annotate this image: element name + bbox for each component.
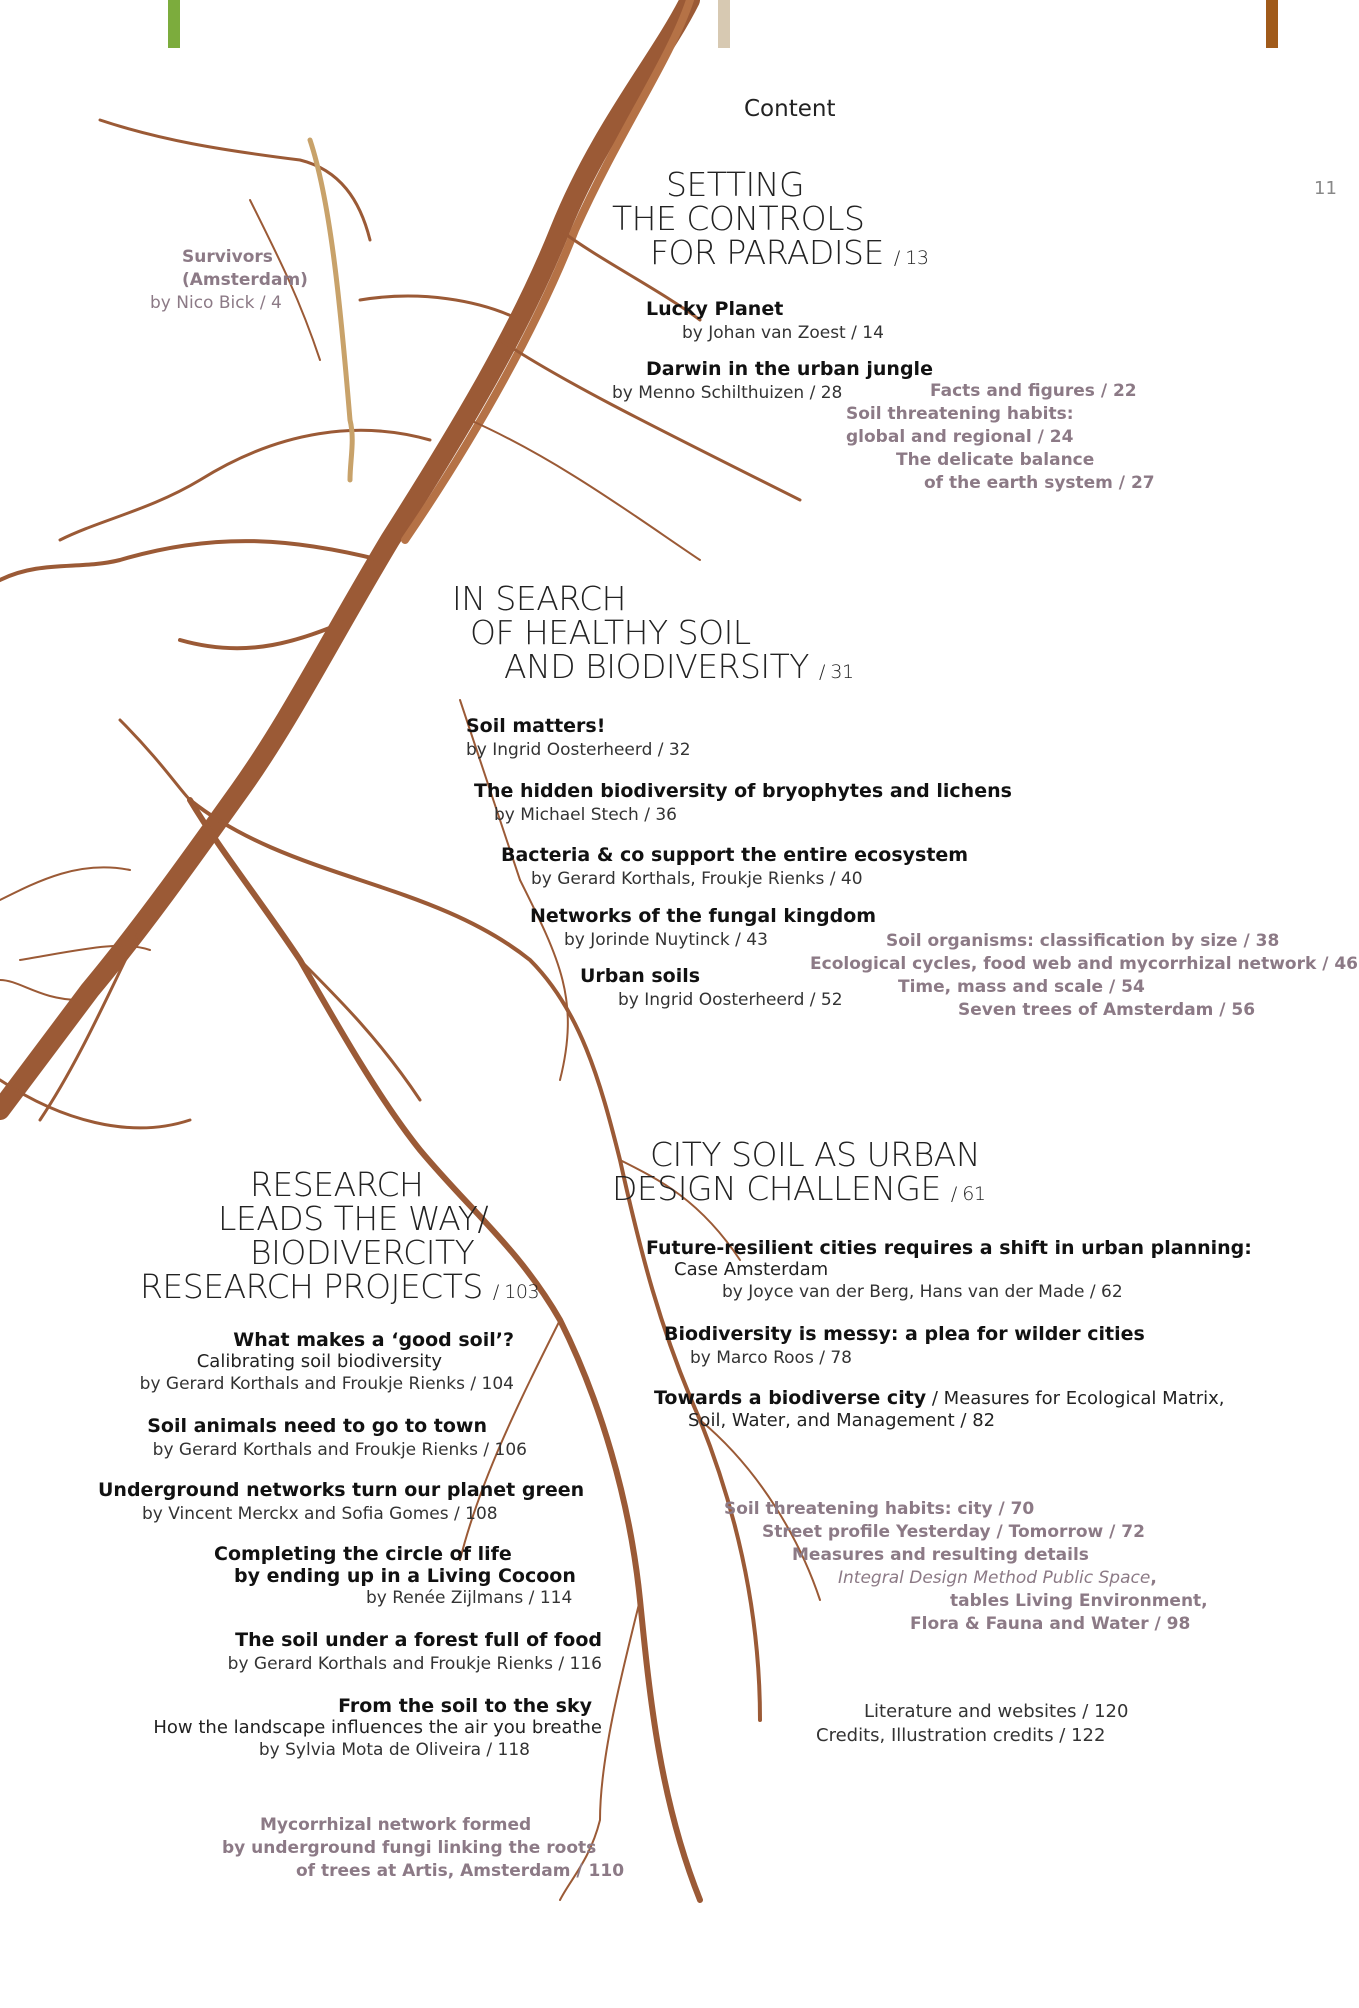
contents-title: Content xyxy=(744,96,836,122)
entry-title: Networks of the fungal kingdom xyxy=(530,905,877,927)
note-line: (Amsterdam) xyxy=(182,270,308,290)
heading-line: FOR PARADISE xyxy=(650,233,884,272)
toc-entry-future-resilient[interactable] xyxy=(646,1236,1252,1304)
section-heading-city-soil xyxy=(612,1135,986,1211)
heading-page: / 13 xyxy=(893,247,929,269)
entry-byline: by Marco Roos / 78 xyxy=(690,1348,852,1368)
entry-byline: by Menno Schilthuizen / 28 xyxy=(612,383,843,403)
entry-subtitle: / Measures for Ecological Matrix, xyxy=(926,1388,1225,1409)
note-line[interactable]: Ecological cycles, food web and mycorrhizal network / 46 xyxy=(810,954,1358,974)
entry-byline: by Gerard Korthals and Froukje Rienks / 106 xyxy=(152,1440,527,1460)
toc-entry-lucky-planet[interactable] xyxy=(646,297,884,345)
end-matter xyxy=(816,1700,1128,1748)
heading-line: AND BIODIVERSITY xyxy=(504,647,809,686)
entry-subtitle: Calibrating soil biodiversity xyxy=(196,1351,442,1372)
entry-byline: by Vincent Merckx and Sofia Gomes / 108 xyxy=(142,1504,498,1524)
toc-entry-urban-soils[interactable] xyxy=(580,964,843,1012)
toc-entry-bacteria[interactable] xyxy=(501,843,968,891)
toc-entry-biodiverse-city[interactable] xyxy=(654,1386,1225,1431)
toc-entry-underground-networks[interactable] xyxy=(98,1478,584,1526)
note-line[interactable]: Soil organisms: classification by size / 38 xyxy=(886,931,1280,951)
toc-entry-soil-matters[interactable] xyxy=(466,714,691,762)
entry-byline: by Ingrid Oosterheerd / 52 xyxy=(618,990,843,1010)
entry-title: Urban soils xyxy=(580,965,701,987)
note-facts[interactable]: Facts and figures / 22 xyxy=(930,381,1137,401)
entry-byline: by Ingrid Oosterheerd / 32 xyxy=(466,740,691,760)
entry-byline: by Johan van Zoest / 14 xyxy=(682,323,884,343)
entry-subtitle: How the landscape influences the air you breathe xyxy=(153,1717,602,1738)
entry-title: Darwin in the urban jungle xyxy=(646,358,933,380)
note-line[interactable]: Street profile Yesterday / Tomorrow / 72 xyxy=(762,1522,1145,1542)
section-heading-healthy-soil xyxy=(452,579,854,689)
toc-entry-forest-food[interactable] xyxy=(228,1628,602,1676)
heading-page: / 31 xyxy=(818,661,854,683)
entry-subtitle: Soil, Water, and Management / 82 xyxy=(688,1410,996,1431)
entry-title: The soil under a forest full of food xyxy=(235,1629,602,1651)
entry-byline: by Jorinde Nuytinck / 43 xyxy=(564,930,768,950)
heading-line: IN SEARCH xyxy=(452,579,626,618)
side-note-mycorrhizal[interactable] xyxy=(222,1814,624,1883)
note-line[interactable]: Flora & Fauna and Water / 98 xyxy=(910,1614,1191,1634)
note-line[interactable]: Measures and resulting details xyxy=(792,1545,1089,1565)
note-line: Mycorrhizal network formed xyxy=(260,1815,532,1835)
entry-title: Biodiversity is messy: a plea for wilder cities xyxy=(664,1323,1145,1345)
entry-title: Underground networks turn our planet green xyxy=(98,1479,585,1501)
entry-title: Towards a biodiverse city xyxy=(654,1387,927,1409)
note-line: , xyxy=(1150,1568,1157,1588)
toc-entry-bryophytes[interactable] xyxy=(474,779,1012,827)
entry-subtitle: Case Amsterdam xyxy=(674,1259,829,1280)
side-notes-soil-organisms xyxy=(810,930,1358,1022)
note-line: by underground fungi linking the roots xyxy=(222,1838,597,1858)
page-number: 11 xyxy=(1314,178,1337,199)
note-line: of trees at Artis, Amsterdam / 110 xyxy=(296,1861,625,1881)
section-heading-research xyxy=(140,1165,540,1309)
toc-entry-biodiversity-messy[interactable] xyxy=(664,1322,1145,1370)
heading-line: BIODIVERCITY xyxy=(250,1233,475,1272)
note-line[interactable]: tables Living Environment, xyxy=(950,1591,1208,1611)
entry-byline: by Joyce van der Berg, Hans van der Made / 62 xyxy=(722,1282,1123,1302)
section-heading-setting-controls xyxy=(612,165,929,275)
heading-line: DESIGN CHALLENGE xyxy=(612,1169,941,1208)
note-line[interactable]: Soil threatening habits: city / 70 xyxy=(724,1499,1035,1519)
note-line[interactable]: global and regional / 24 xyxy=(846,427,1074,447)
heading-line: LEADS THE WAY/ xyxy=(218,1199,489,1238)
entry-title: Bacteria & co support the entire ecosystem xyxy=(501,844,969,866)
entry-title: Completing the circle of life xyxy=(214,1543,512,1565)
note-line[interactable]: The delicate balance xyxy=(896,450,1095,470)
literature-link[interactable]: Literature and websites / 120 xyxy=(864,1701,1129,1722)
entry-byline: by Michael Stech / 36 xyxy=(494,805,677,825)
entry-title: Soil animals need to go to town xyxy=(147,1415,487,1437)
note-line: by Nico Bick / 4 xyxy=(150,293,282,313)
side-notes-city xyxy=(724,1498,1208,1636)
note-line[interactable]: Seven trees of Amsterdam / 56 xyxy=(958,1000,1256,1020)
heading-line: OF HEALTHY SOIL xyxy=(470,613,751,652)
entry-title: by ending up in a Living Cocoon xyxy=(234,1565,576,1587)
entry-title: Future-resilient cities requires a shift in urban planning: xyxy=(646,1237,1252,1259)
toc-entry-soil-to-sky[interactable] xyxy=(153,1694,602,1762)
heading-page: / 103 xyxy=(492,1281,540,1303)
heading-page: / 61 xyxy=(950,1183,986,1205)
heading-line: RESEARCH xyxy=(250,1165,424,1204)
toc-entry-soil-animals[interactable] xyxy=(147,1414,527,1462)
entry-title: From the soil to the sky xyxy=(338,1695,592,1717)
note-line[interactable]: of the earth system / 27 xyxy=(924,473,1155,493)
entry-byline: by Sylvia Mota de Oliveira / 118 xyxy=(258,1740,530,1760)
heading-line: SETTING xyxy=(666,165,805,204)
note-line[interactable]: Time, mass and scale / 54 xyxy=(898,977,1145,997)
heading-line: THE CONTROLS xyxy=(612,199,865,238)
entry-title: Lucky Planet xyxy=(646,298,784,320)
side-notes-facts xyxy=(846,380,1155,495)
entry-byline: by Gerard Korthals and Froukje Rienks / 104 xyxy=(139,1374,514,1394)
entry-title: What makes a ‘good soil’? xyxy=(233,1329,514,1351)
credits-link[interactable]: Credits, Illustration credits / 122 xyxy=(816,1725,1106,1746)
entry-title: Soil matters! xyxy=(466,715,606,737)
side-note-survivors[interactable] xyxy=(150,246,308,315)
heading-line: CITY SOIL AS URBAN xyxy=(650,1135,981,1174)
note-line[interactable]: Soil threatening habits: xyxy=(846,404,1074,424)
heading-line: RESEARCH PROJECTS xyxy=(140,1267,483,1306)
entry-title: The hidden biodiversity of bryophytes and lichens xyxy=(474,780,1012,802)
note-line-italic[interactable]: Integral Design Method Public Space xyxy=(838,1568,1151,1588)
toc-entry-good-soil[interactable] xyxy=(140,1328,514,1396)
toc-entry-living-cocoon[interactable] xyxy=(214,1542,576,1610)
entry-byline: by Gerard Korthals and Froukje Rienks / 116 xyxy=(227,1654,602,1674)
entry-byline: by Renée Zijlmans / 114 xyxy=(366,1588,573,1608)
note-line: Survivors xyxy=(182,247,273,267)
entry-byline: by Gerard Korthals, Froukje Rienks / 40 xyxy=(531,869,863,889)
